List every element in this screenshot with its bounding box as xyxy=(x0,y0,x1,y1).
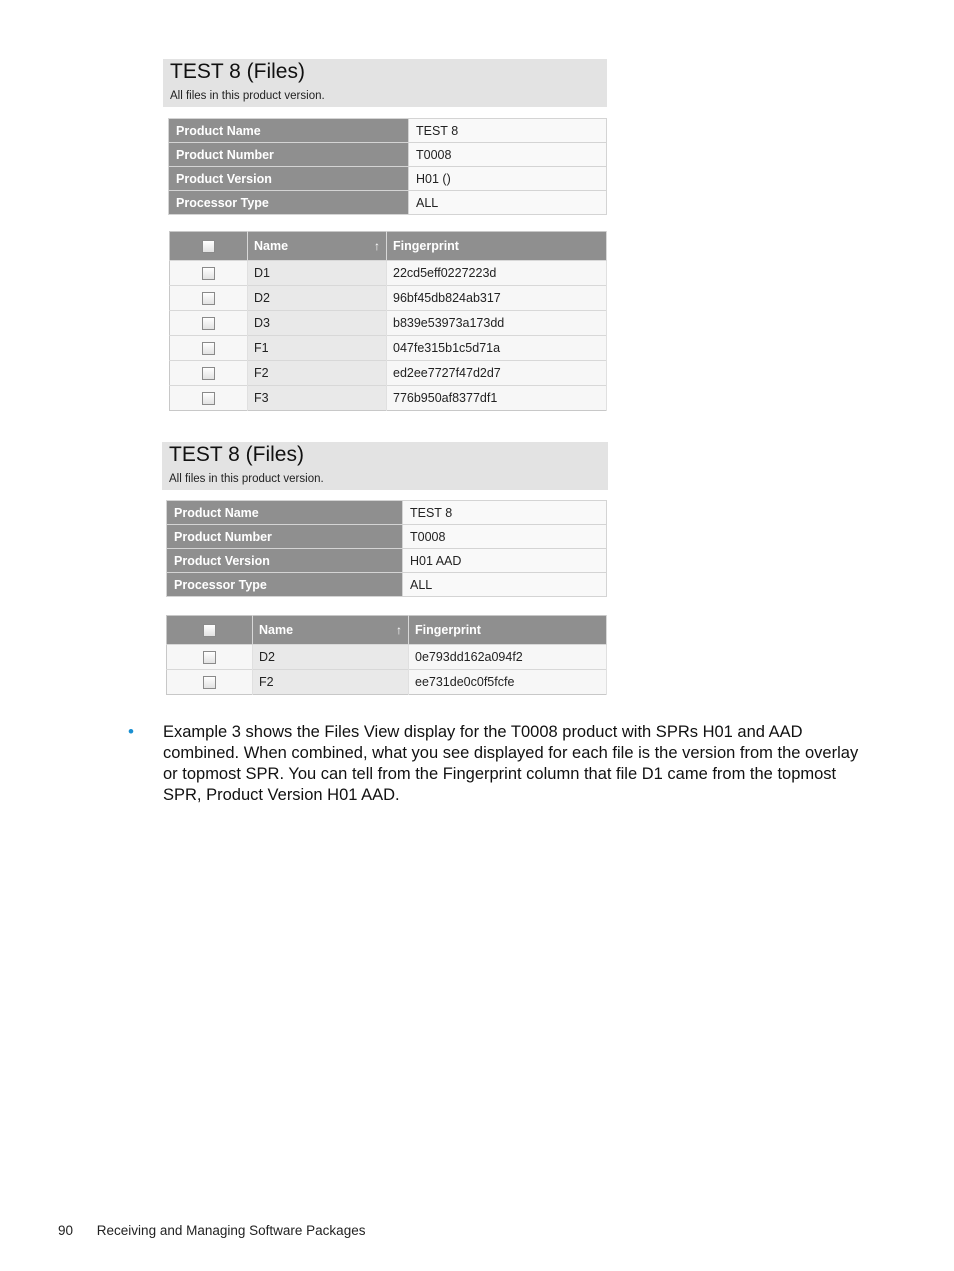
fingerprint-cell: 96bf45db824ab317 xyxy=(387,286,607,311)
row-checkbox[interactable] xyxy=(202,317,215,330)
property-row xyxy=(167,573,607,597)
property-value: ALL xyxy=(409,191,607,215)
row-select-cell xyxy=(170,386,248,411)
name-column-header[interactable] xyxy=(248,232,387,261)
row-checkbox[interactable] xyxy=(202,267,215,280)
property-value: TEST 8 xyxy=(403,501,607,525)
file-name-cell: D2 xyxy=(253,645,409,670)
property-row xyxy=(169,143,607,167)
table-row xyxy=(170,336,607,361)
bullet-icon: • xyxy=(128,722,134,741)
property-value: TEST 8 xyxy=(409,119,607,143)
page-footer xyxy=(58,1223,365,1238)
select-all-checkbox[interactable] xyxy=(203,624,216,637)
fingerprint-cell: 22cd5eff0227223d xyxy=(387,261,607,286)
row-checkbox[interactable] xyxy=(202,392,215,405)
sort-ascending-icon[interactable]: ↑ xyxy=(396,623,402,637)
select-all-checkbox[interactable] xyxy=(202,240,215,253)
property-value: ALL xyxy=(403,573,607,597)
row-checkbox[interactable] xyxy=(203,676,216,689)
file-name-cell: F2 xyxy=(253,670,409,695)
property-row xyxy=(169,119,607,143)
row-checkbox[interactable] xyxy=(202,292,215,305)
files-panel-1 xyxy=(163,59,607,107)
fingerprint-cell: ee731de0c0f5fcfe xyxy=(409,670,607,695)
product-properties-table xyxy=(168,118,607,215)
row-checkbox[interactable] xyxy=(202,367,215,380)
property-key: Processor Type xyxy=(167,573,403,597)
row-select-cell xyxy=(170,336,248,361)
panel-header xyxy=(163,59,607,107)
table-row xyxy=(170,286,607,311)
property-key: Product Number xyxy=(169,143,409,167)
name-header-label: Name xyxy=(259,623,294,637)
property-key: Product Number xyxy=(167,525,403,549)
file-name-cell: D1 xyxy=(248,261,387,286)
name-header-label: Name xyxy=(254,239,289,253)
name-column-header[interactable] xyxy=(253,616,409,645)
property-row xyxy=(167,525,607,549)
sort-ascending-icon[interactable]: ↑ xyxy=(374,239,380,253)
property-value: H01 () xyxy=(409,167,607,191)
row-checkbox[interactable] xyxy=(203,651,216,664)
row-select-cell xyxy=(170,311,248,336)
property-value: T0008 xyxy=(409,143,607,167)
property-key: Product Name xyxy=(167,501,403,525)
row-select-cell xyxy=(167,645,253,670)
property-row xyxy=(169,167,607,191)
row-select-cell xyxy=(170,361,248,386)
footer-section-title: Receiving and Managing Software Packages xyxy=(96,1223,366,1238)
select-all-header xyxy=(170,232,248,261)
fingerprint-column-header[interactable]: Fingerprint xyxy=(387,232,607,261)
page-number: 90 xyxy=(58,1223,74,1238)
table-row xyxy=(170,386,607,411)
file-name-cell: F1 xyxy=(248,336,387,361)
row-select-cell xyxy=(170,286,248,311)
property-row xyxy=(167,549,607,573)
fingerprint-cell: b839e53973a173dd xyxy=(387,311,607,336)
table-row xyxy=(167,645,607,670)
file-name-cell: D3 xyxy=(248,311,387,336)
table-row xyxy=(170,361,607,386)
row-select-cell xyxy=(170,261,248,286)
table-row xyxy=(170,261,607,286)
fingerprint-cell: 047fe315b1c5d71a xyxy=(387,336,607,361)
files-table xyxy=(169,231,607,411)
property-row xyxy=(167,501,607,525)
product-properties-table xyxy=(166,500,607,597)
fingerprint-column-header[interactable]: Fingerprint xyxy=(409,616,607,645)
file-name-cell: F2 xyxy=(248,361,387,386)
property-key: Processor Type xyxy=(169,191,409,215)
file-name-cell: F3 xyxy=(248,386,387,411)
property-value: T0008 xyxy=(403,525,607,549)
table-row xyxy=(170,311,607,336)
files-table xyxy=(166,615,607,695)
property-key: Product Version xyxy=(167,549,403,573)
property-key: Product Version xyxy=(169,167,409,191)
bullet-paragraph: Example 3 shows the Files View display for the T0008 product with SPRs H01 and AAD combined. When combined, what you see displayed for each file is the version from the overlay or topmost SPR. You can tell from the Fingerprint column that file D1 came from the topmost SPR, Product Version H01 AAD. xyxy=(163,723,859,804)
file-name-cell: D2 xyxy=(248,286,387,311)
panel-title: TEST 8 (Files) xyxy=(169,443,304,466)
row-select-cell xyxy=(167,670,253,695)
property-key: Product Name xyxy=(169,119,409,143)
files-table-header xyxy=(167,616,607,645)
table-row xyxy=(167,670,607,695)
row-checkbox[interactable] xyxy=(202,342,215,355)
panel-subtitle: All files in this product version. xyxy=(170,90,325,102)
property-value: H01 AAD xyxy=(403,549,607,573)
panel-header xyxy=(162,442,608,490)
panel-title: TEST 8 (Files) xyxy=(170,60,305,83)
files-table-header xyxy=(170,232,607,261)
property-row xyxy=(169,191,607,215)
fingerprint-cell: ed2ee7727f47d2d7 xyxy=(387,361,607,386)
select-all-header xyxy=(167,616,253,645)
fingerprint-cell: 776b950af8377df1 xyxy=(387,386,607,411)
fingerprint-cell: 0e793dd162a094f2 xyxy=(409,645,607,670)
panel-subtitle: All files in this product version. xyxy=(169,473,324,485)
files-panel-2 xyxy=(162,442,608,490)
